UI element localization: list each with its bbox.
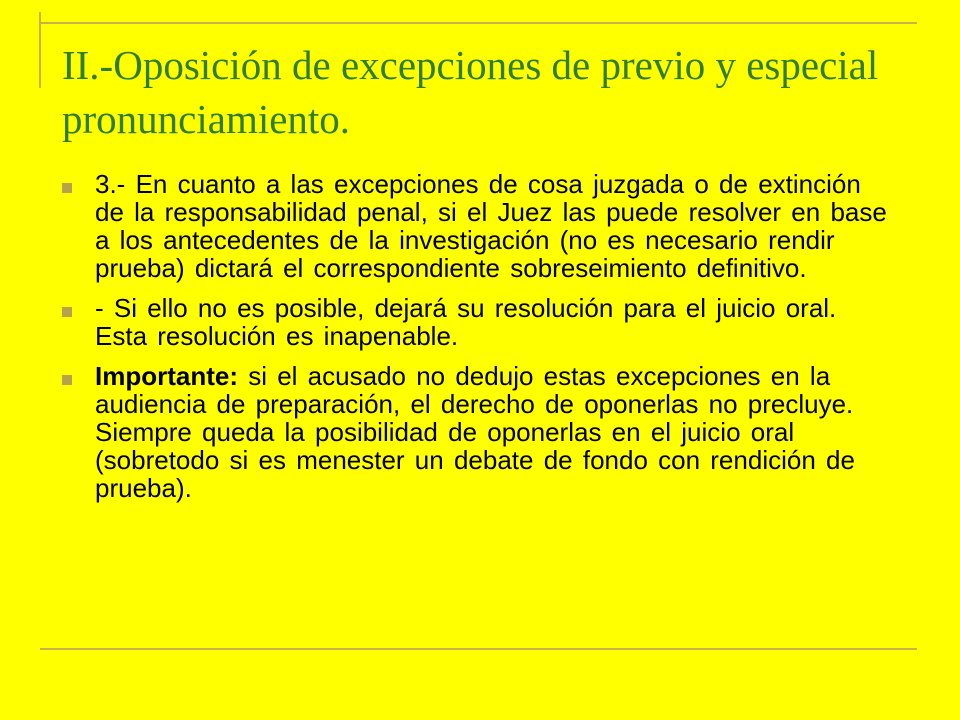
bullet-text-1: 3.- En cuanto a las excepciones de cosa juzgada o de extinción de la responsabilidad penal, si el Juez las puede resolver en base a los antecedentes de la investigación (no es necesario rendir prueba) dictará el correspondiente sobreseimiento definitivo.	[95, 169, 887, 283]
bullet-text-2: - Si ello no es posible, dejará su resolución para el juicio oral. Esta resolución es inapenable.	[95, 293, 837, 351]
square-bullet-icon	[62, 375, 72, 385]
bullet-item-2	[62, 294, 892, 350]
bullet-text-3	[95, 362, 892, 502]
left-rule	[39, 12, 41, 88]
top-rule	[40, 22, 917, 24]
bullet-item-1	[62, 170, 892, 282]
bullet-item-3	[62, 362, 892, 502]
square-bullet-icon	[62, 307, 72, 317]
bullet-rest-text: si el acusado no dedujo estas excepciones en la audiencia de preparación, el derecho de oponerlas no precluye. Siempre queda la posibilidad de oponerlas en el juicio oral (sobretodo si es menester un debate de fondo con rendición de prueba).	[95, 361, 855, 503]
square-bullet-icon	[62, 183, 72, 193]
slide-title: II.-Oposición de excepciones de previo y especial pronunciamiento.	[62, 42, 879, 142]
bullet-bold-label: Importante:	[95, 361, 238, 391]
bottom-rule	[40, 648, 917, 650]
bullet-list	[62, 170, 892, 514]
